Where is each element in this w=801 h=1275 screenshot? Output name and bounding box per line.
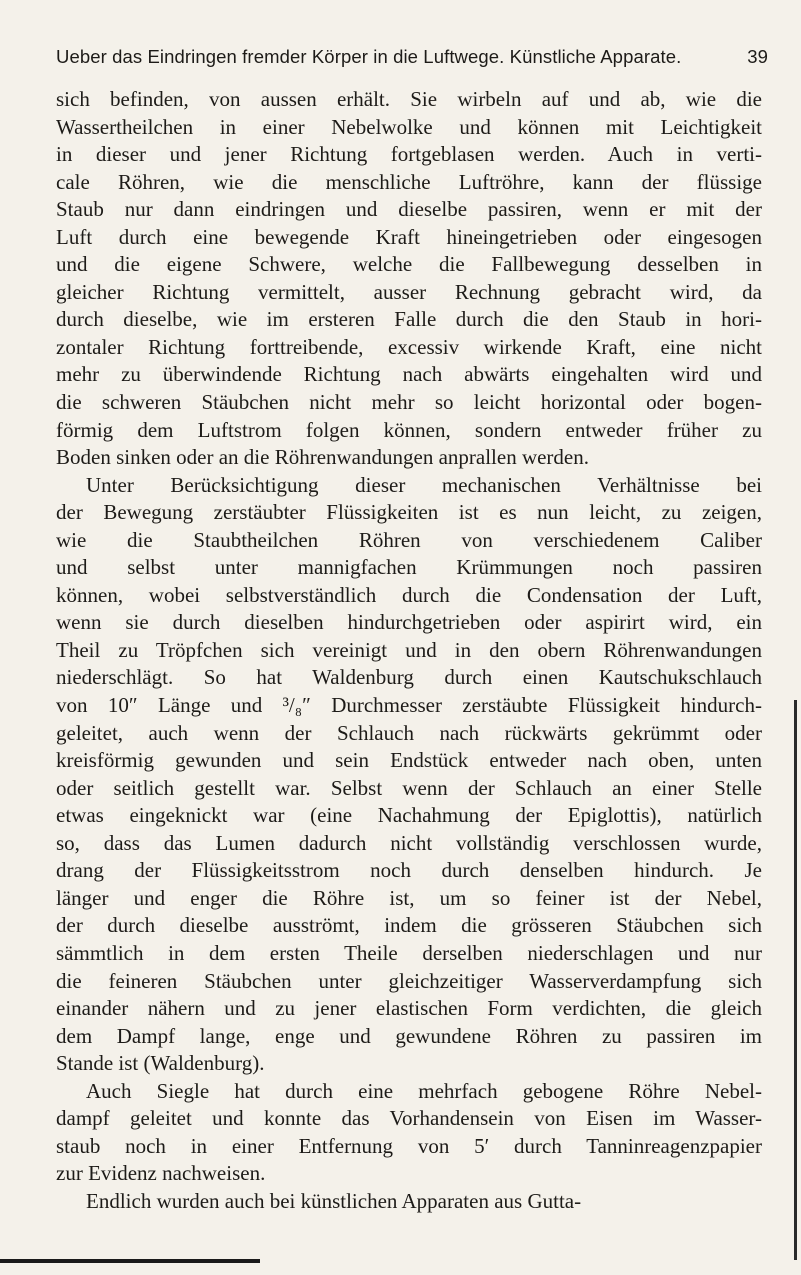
text-line: zontaler Richtung forttreibende, excessiv wirkende Kraft, eine nicht xyxy=(56,334,762,359)
text-line: der durch dieselbe ausströmt, indem die grösseren Stäubchen sich xyxy=(56,913,762,938)
text-line: können, wobei selbstverständlich durch die Condensation der Luft, xyxy=(56,582,762,607)
text-line: von 10″ Länge und ³/₈″ Durchmesser zerstäubte Flüssigkeit hindurch- xyxy=(56,693,762,718)
text-line: Auch Siegle hat durch eine mehrfach gebogene Röhre Nebel- xyxy=(86,1078,762,1103)
text-line: geleitet, auch wenn der Schlauch nach rückwärts gekrümmt oder xyxy=(56,720,762,745)
text-line: länger und enger die Röhre ist, um so feiner ist der Nebel, xyxy=(56,885,762,910)
text-line: dampf geleitet und konnte das Vorhandensein von Eisen im Wasser- xyxy=(56,1106,762,1131)
text-line: in dieser und jener Richtung fortgeblasen werden. Auch in verti- xyxy=(56,142,762,167)
text-line: staub noch in einer Entfernung von 5′ durch Tanninreagenzpapier xyxy=(56,1133,762,1158)
scan-edge-shadow xyxy=(0,1259,260,1263)
text-line: drang der Flüssigkeitsstrom noch durch denselben hindurch. Je xyxy=(56,858,762,883)
text-line: Stande ist (Waldenburg). xyxy=(56,1051,265,1076)
text-line: niederschlägt. So hat Waldenburg durch einen Kautschukschlauch xyxy=(56,665,762,690)
text-line: wie die Staubtheilchen Röhren von verschiedenem Caliber xyxy=(56,527,762,552)
text-line: sich befinden, von aussen erhält. Sie wirbeln auf und ab, wie die xyxy=(56,87,762,111)
text-line: Luft durch eine bewegende Kraft hineingetrieben oder eingesogen xyxy=(56,224,762,249)
text-line: die feineren Stäubchen unter gleichzeitiger Wasserverdampfung sich xyxy=(56,968,762,993)
scan-right-edge xyxy=(794,700,797,1260)
text-line: und selbst unter mannigfachen Krümmungen noch passiren xyxy=(56,555,762,580)
body-text xyxy=(56,86,762,1215)
text-line: Unter Berücksichtigung dieser mechanischen Verhältnisse bei xyxy=(86,472,762,497)
running-header xyxy=(56,46,768,68)
text-line: zur Evidenz nachweisen. xyxy=(56,1161,266,1186)
text-line: gleicher Richtung vermittelt, ausser Rechnung gebracht wird, da xyxy=(56,279,762,304)
running-title: Ueber das Eindringen fremder Körper in die Luftwege. Künstliche Apparate. xyxy=(56,46,682,67)
text-line: durch dieselbe, wie im ersteren Falle durch die den Staub in hori- xyxy=(56,307,762,332)
text-line: Endlich wurden auch bei künstlichen Apparaten aus Gutta- xyxy=(86,1188,582,1213)
text-line: wenn sie durch dieselben hindurchgetrieben oder aspirirt wird, ein xyxy=(56,610,762,635)
text-line: einander nähern und zu jener elastischen Form verdichten, die gleich xyxy=(56,996,762,1021)
text-line: kreisförmig gewunden und sein Endstück entweder nach oben, unten xyxy=(56,748,762,773)
text-line: Staub nur dann eindringen und dieselbe passiren, wenn er mit der xyxy=(56,197,762,222)
text-line: die schweren Stäubchen nicht mehr so leicht horizontal oder bogen- xyxy=(56,390,762,415)
text-line: dem Dampf lange, enge und gewundene Röhren zu passiren im xyxy=(56,1023,762,1048)
text-line: förmig dem Luftstrom folgen können, sondern entweder früher zu xyxy=(56,417,762,442)
text-line: so, dass das Lumen dadurch nicht vollständig verschlossen wurde, xyxy=(56,830,762,855)
text-line: Wassertheilchen in einer Nebelwolke und können mit Leichtigkeit xyxy=(56,114,762,139)
text-line: Theil zu Tröpfchen sich vereinigt und in den obern Röhrenwandungen xyxy=(56,637,762,662)
text-line: und die eigene Schwere, welche die Fallbewegung desselben in xyxy=(56,252,762,277)
text-line: der Bewegung zerstäubter Flüssigkeiten ist es nun leicht, zu zeigen, xyxy=(56,500,762,525)
text-line: Boden sinken oder an die Röhrenwandungen anprallen werden. xyxy=(56,445,589,470)
page-number: 39 xyxy=(747,46,768,67)
text-line: mehr zu überwindende Richtung nach abwärts eingehalten wird und xyxy=(56,362,762,387)
text-line: etwas eingeknickt war (eine Nachahmung der Epiglottis), natürlich xyxy=(56,803,762,828)
text-line: cale Röhren, wie die menschliche Luftröhre, kann der flüssige xyxy=(56,169,762,194)
text-line: sämmtlich in dem ersten Theile derselben niederschlagen und nur xyxy=(56,940,762,965)
text-line: oder seitlich gestellt war. Selbst wenn der Schlauch an einer Stelle xyxy=(56,775,762,800)
